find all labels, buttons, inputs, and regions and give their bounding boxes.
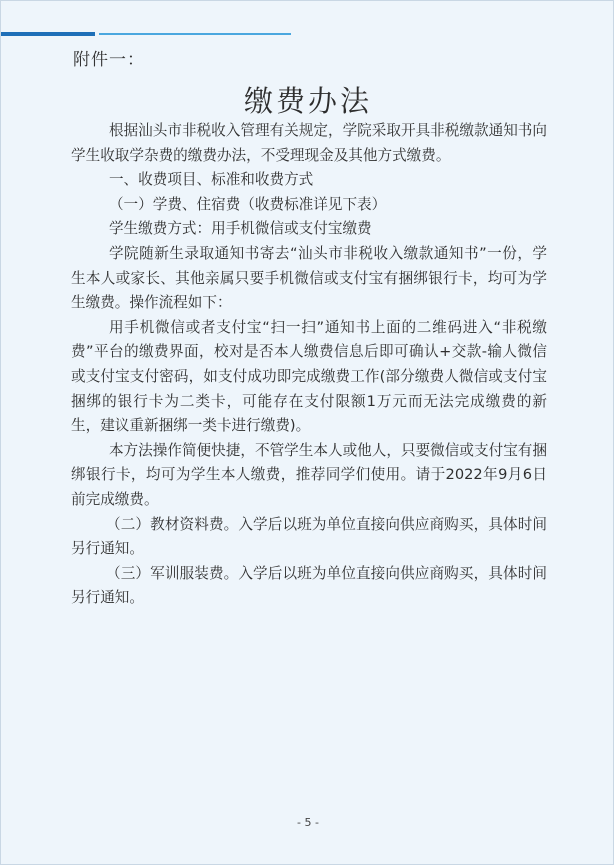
header-accent-line (99, 33, 291, 35)
page-title: 缴费办法 (243, 84, 372, 118)
subsection-tuition: （一）学费、住宿费（收费标准详见下表） (108, 195, 387, 213)
paragraph-procedure: 用手机微信或者支付宝“扫一扫”通知书上面的二维码进入“非税缴费”平台的缴费界面，校对是否本人缴费信息后即可确认+交款-输人微信或支付宝支付密码，如支付成功即完成缴费工作(部分缴费人微信或支付宝捆绑的银行卡为二类卡，可能存在支付限额1万元而无法完成缴费的新生，建议重新捆绑一类卡进行缴费)。 (71, 318, 547, 435)
subsection-materials: （二）教材资料费。入学后以班为单位直接向供应商购买，具体时间另行通知。 (71, 515, 547, 558)
paragraph-intro: 根据汕头市非税收入管理有关规定，学院采取开具非税缴款通知书向学生收取学杂费的缴费办法，不受理现金及其他方式缴费。 (71, 122, 547, 164)
section-heading-1: 一、收费项目、标准和收费方式 (108, 171, 314, 189)
subsection-uniform: （三）军训服装费。入学后以班为单位直接向供应商购买，具体时间另行通知。 (71, 564, 547, 607)
header-accent-bar (1, 32, 95, 36)
annex-label: 附件一： (73, 50, 145, 70)
payment-method: 学生缴费方式：用手机微信或支付宝缴费 (108, 220, 372, 238)
paragraph-recommendation: 本方法操作简便快捷，不管学生本人或他人，只要微信或支付宝有捆绑银行卡，均可为学生本人缴费，推荐同学们使用。请于2022年9月6日前完成缴费。 (71, 441, 547, 508)
page-number: - 5 - (297, 816, 319, 829)
paragraph-notice: 学院随新生录取通知书寄去“汕头市非税收入缴款通知书”一份，学生本人或家长、其他亲属只要手机微信或支付宝有捆绑银行卡，均可为学生缴费。操作流程如下： (71, 244, 547, 312)
document-body (71, 119, 547, 611)
